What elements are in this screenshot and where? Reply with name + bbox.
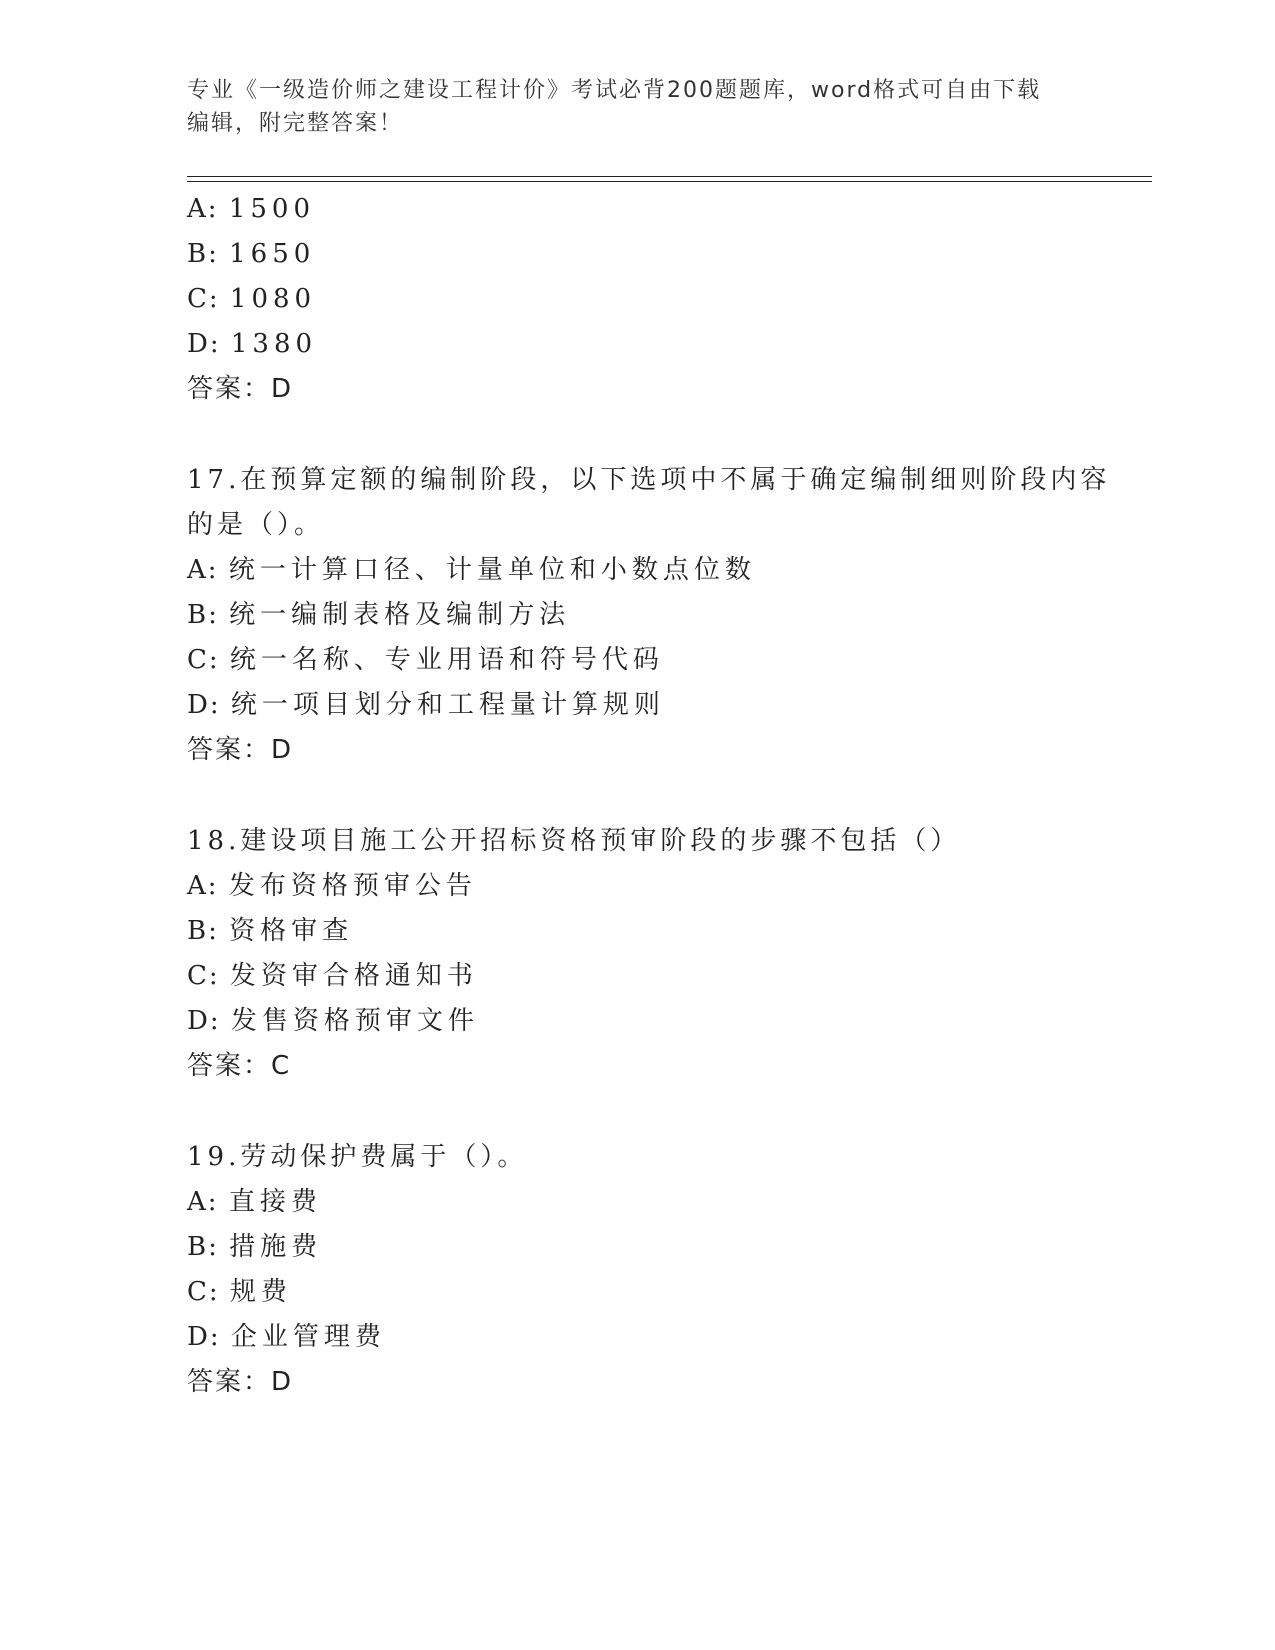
- option-a: A: 统一计算口径、计量单位和小数点位数: [187, 555, 756, 585]
- answer: 答案：D: [187, 735, 294, 765]
- option-d: D: 统一项目划分和工程量计算规则: [187, 690, 665, 720]
- option-b: B: 1650: [187, 239, 316, 269]
- question-stem: 17.在预算定额的编制阶段，以下选项中不属于确定编制细则阶段内容: [187, 465, 1111, 495]
- header-line-2: 编辑，附完整答案！: [187, 111, 404, 136]
- option-d: D: 企业管理费: [187, 1322, 386, 1352]
- option-c: C: 规费: [187, 1277, 292, 1307]
- header-rule-top: [187, 176, 1152, 177]
- question-stem-continued: 的是（）。: [187, 510, 325, 540]
- option-c: C: 1080: [187, 284, 317, 314]
- option-c: C: 统一名称、专业用语和符号代码: [187, 645, 664, 675]
- option-c: C: 发资审合格通知书: [187, 961, 478, 991]
- option-b: B: 资格审查: [187, 916, 354, 946]
- option-b: B: 措施费: [187, 1232, 323, 1262]
- header-rule-bottom: [187, 181, 1152, 182]
- answer: 答案：D: [187, 1367, 294, 1397]
- option-b: B: 统一编制表格及编制方法: [187, 600, 571, 630]
- header-line-1: 专业《一级造价师之建设工程计价》考试必背200题题库，word格式可自由下载: [187, 78, 1042, 103]
- option-a: A: 发布资格预审公告: [187, 871, 477, 901]
- option-d: D: 1380: [187, 329, 318, 359]
- answer: 答案：D: [187, 374, 294, 404]
- option-d: D: 发售资格预审文件: [187, 1006, 479, 1036]
- option-a: A: 1500: [187, 194, 315, 224]
- option-a: A: 直接费: [187, 1187, 322, 1217]
- document-header: [187, 74, 1067, 140]
- question-stem: 19.劳动保护费属于（）。: [187, 1142, 528, 1172]
- question-stem: 18.建设项目施工公开招标资格预审阶段的步骤不包括（）: [187, 826, 961, 856]
- answer: 答案：C: [187, 1051, 292, 1081]
